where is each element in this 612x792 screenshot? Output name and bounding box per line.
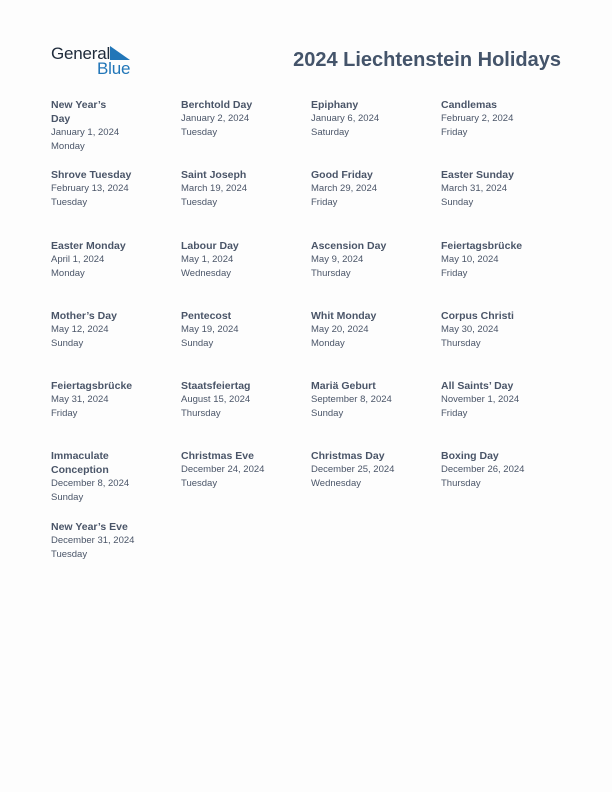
holiday-entry (311, 379, 441, 449)
holiday-entry (181, 98, 311, 168)
holiday-name: Saint Joseph (181, 169, 247, 182)
holiday-name: Mother’s Day (51, 309, 117, 322)
holiday-entry (181, 449, 311, 519)
holiday-name: Berchtold Day (181, 99, 253, 111)
holiday-weekday: Friday (441, 267, 468, 279)
holiday-entry (311, 309, 441, 379)
holiday-weekday: Sunday (441, 197, 474, 209)
holiday-grid (51, 98, 571, 590)
holiday-entry (311, 168, 441, 238)
holiday-weekday: Sunday (51, 492, 84, 504)
holiday-entry (311, 239, 441, 309)
holiday-date: May 9, 2024 (311, 253, 364, 265)
holiday-entry (311, 98, 441, 168)
holiday-weekday: Monday (51, 267, 85, 279)
holiday-weekday: Monday (51, 141, 85, 152)
holiday-entry (311, 449, 441, 519)
holiday-entry (181, 239, 311, 309)
holiday-entry (51, 168, 181, 238)
holiday-name: Whit Monday (311, 309, 377, 322)
holiday-entry (51, 98, 181, 168)
holiday-weekday: Friday (441, 127, 468, 138)
holiday-name: Christmas Eve (181, 450, 254, 463)
logo-flag-icon (110, 46, 130, 60)
holiday-weekday: Tuesday (181, 478, 218, 490)
holiday-weekday: Tuesday (181, 127, 218, 138)
holiday-entry (441, 239, 571, 309)
holiday-weekday: Sunday (181, 337, 214, 349)
holiday-entry (51, 239, 181, 309)
holiday-date: March 19, 2024 (181, 183, 248, 195)
holiday-entry (441, 168, 571, 238)
holiday-name: Shrove Tuesday (51, 169, 132, 182)
holiday-entry (181, 309, 311, 379)
holiday-weekday: Tuesday (181, 197, 218, 209)
holiday-name: Feiertagsbrücke (51, 380, 133, 393)
holiday-entry (441, 98, 571, 168)
holiday-weekday: Sunday (311, 408, 344, 420)
page-title: 2024 Liechtenstein Holidays (293, 49, 561, 71)
holiday-entry (51, 309, 181, 379)
holiday-entry (441, 309, 571, 379)
holiday-date: March 31, 2024 (441, 183, 508, 195)
holiday-name: Ascension Day (311, 239, 387, 252)
holiday-entry (441, 449, 571, 519)
holiday-name: Labour Day (181, 239, 239, 252)
holiday-name: Mariä Geburt (311, 380, 376, 393)
holiday-date: May 10, 2024 (441, 253, 499, 265)
holiday-date: December 31, 2024 (51, 534, 135, 546)
holiday-entry (51, 520, 181, 590)
holiday-date: May 31, 2024 (51, 394, 109, 406)
holiday-date: January 1, 2024 (51, 127, 120, 138)
holiday-date: May 20, 2024 (311, 323, 369, 335)
holiday-weekday: Thursday (441, 337, 481, 349)
holiday-date: May 30, 2024 (441, 323, 499, 335)
holiday-date: December 8, 2024 (51, 478, 130, 490)
holiday-name: Pentecost (181, 309, 232, 322)
logo-word-general: General (51, 44, 111, 63)
holiday-date: May 1, 2024 (181, 253, 234, 265)
holiday-weekday: Monday (311, 337, 345, 349)
holiday-weekday: Sunday (51, 337, 84, 349)
holiday-weekday: Tuesday (51, 548, 88, 560)
holiday-name: Easter Sunday (441, 169, 514, 182)
holiday-name: Staatsfeiertag (181, 380, 251, 393)
holiday-date: February 13, 2024 (51, 183, 129, 195)
holiday-date: December 26, 2024 (441, 464, 525, 476)
holiday-date: September 8, 2024 (311, 394, 392, 406)
holiday-weekday: Friday (441, 408, 468, 420)
holiday-entry (181, 379, 311, 449)
holiday-name: Easter Monday (51, 239, 126, 252)
holiday-date: January 6, 2024 (311, 113, 380, 124)
holiday-name: New Year’s Day (51, 99, 107, 125)
holiday-date: May 19, 2024 (181, 323, 239, 335)
holiday-date: March 29, 2024 (311, 183, 378, 195)
holiday-name: New Year’s Eve (51, 520, 128, 533)
holiday-entry (181, 168, 311, 238)
holiday-name: All Saints’ Day (441, 380, 514, 393)
logo-word-blue: Blue (97, 59, 131, 78)
holiday-name: Candlemas (441, 99, 498, 111)
holiday-entry (51, 379, 181, 449)
holiday-weekday: Friday (311, 197, 338, 209)
holiday-name: Boxing Day (441, 450, 499, 463)
holiday-date: January 2, 2024 (181, 113, 250, 124)
holiday-weekday: Saturday (311, 127, 350, 138)
holiday-weekday: Wednesday (311, 478, 361, 490)
holiday-date: November 1, 2024 (441, 394, 520, 406)
holiday-weekday: Thursday (311, 267, 351, 279)
generalblue-logo (51, 44, 133, 78)
holiday-date: December 24, 2024 (181, 464, 265, 476)
holiday-name: Christmas Day (311, 450, 385, 463)
holiday-name: Good Friday (311, 169, 373, 182)
holiday-date: December 25, 2024 (311, 464, 395, 476)
holiday-name: Corpus Christi (441, 309, 514, 322)
holiday-name: Feiertagsbrücke (441, 239, 523, 252)
holiday-weekday: Wednesday (181, 267, 231, 279)
holiday-date: May 12, 2024 (51, 323, 109, 335)
holiday-weekday: Tuesday (51, 197, 88, 209)
holiday-date: August 15, 2024 (181, 394, 251, 406)
holiday-date: April 1, 2024 (51, 253, 105, 265)
holiday-weekday: Thursday (181, 408, 221, 420)
holiday-entry (441, 379, 571, 449)
holiday-date: February 2, 2024 (441, 113, 514, 124)
holiday-weekday: Friday (51, 408, 78, 420)
holiday-name: Immaculate Conception (51, 450, 109, 477)
holiday-weekday: Thursday (441, 478, 481, 490)
holiday-name: Epiphany (311, 99, 359, 111)
holiday-entry (51, 449, 181, 519)
